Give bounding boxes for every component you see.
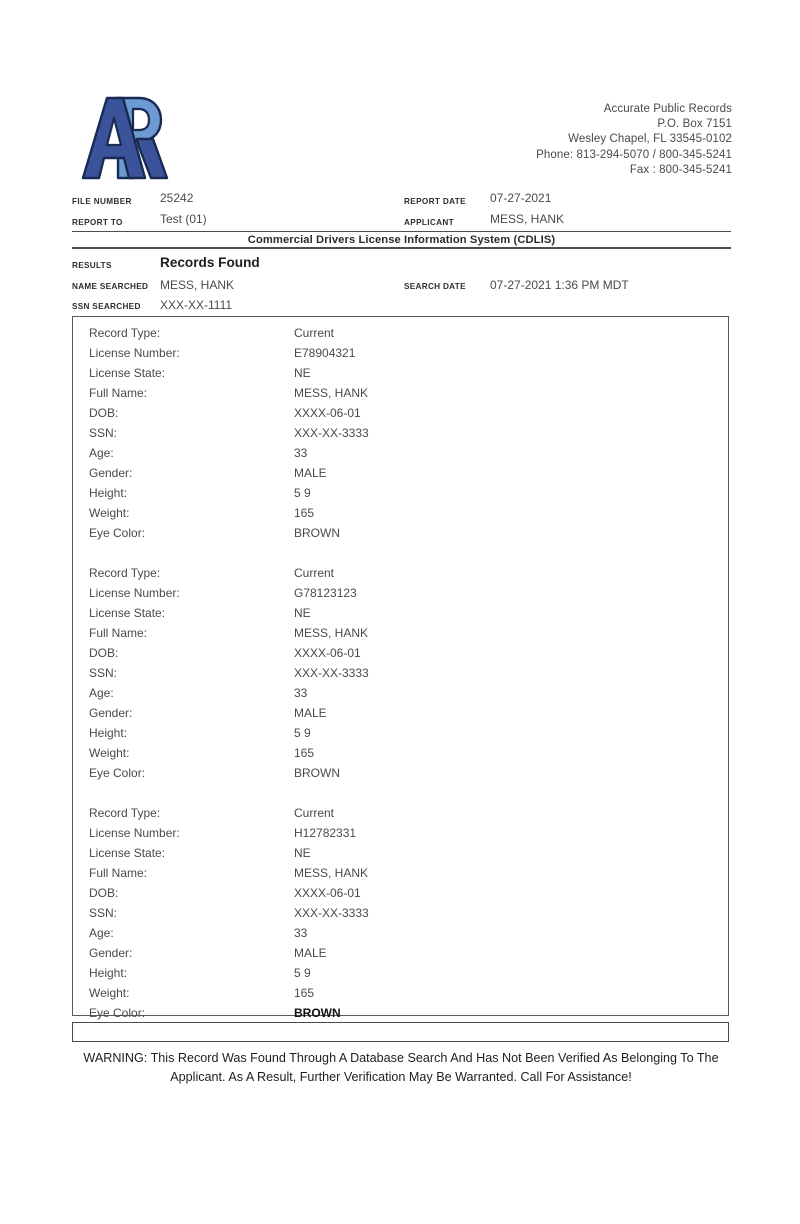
report-date-label: REPORT DATE (404, 197, 466, 206)
record-field-value: E78904321 (294, 346, 356, 360)
record-field-row (89, 443, 720, 463)
record-field-value: 165 (294, 986, 315, 1000)
record-field-row (89, 403, 720, 423)
record-field-label: Height: (89, 726, 128, 740)
record-field-row (89, 843, 720, 863)
record-field-row (89, 863, 720, 883)
warning-line-1: WARNING: This Record Was Found Through A Database Search And Has Not Been Verified As Belonging To The (83, 1051, 719, 1065)
record-field-label: Gender: (89, 466, 133, 480)
record-field-row (89, 563, 720, 583)
search-date-value: 07-27-2021 1:36 PM MDT (490, 278, 629, 292)
record-field-value: NE (294, 366, 311, 380)
record-field-value: XXX-XX-3333 (294, 426, 369, 440)
record-field-row (89, 723, 720, 743)
name-searched-label: NAME SEARCHED (72, 282, 149, 291)
record-field-label: Age: (89, 926, 114, 940)
company-name: Accurate Public Records (603, 103, 732, 115)
ssn-searched-row (72, 297, 732, 317)
header-divider-bottom (72, 247, 731, 249)
record-field-row (89, 703, 720, 723)
report-header (72, 92, 732, 188)
record-field-row (89, 683, 720, 703)
record-field-value: 33 (294, 686, 308, 700)
record-field-value: 33 (294, 926, 308, 940)
record-field-label: License State: (89, 366, 166, 380)
record-field-label: Weight: (89, 746, 130, 760)
record-field-value: BROWN (294, 526, 340, 540)
section-title: Commercial Drivers License Information System (CDLIS) (247, 234, 556, 246)
record-field-label: DOB: (89, 646, 119, 660)
record-field-row (89, 883, 720, 903)
record-field-label: Eye Color: (89, 766, 146, 780)
record-field-value: Current (294, 806, 335, 820)
record-field-row (89, 483, 720, 503)
record-field-row (89, 323, 720, 343)
record-field-row (89, 663, 720, 683)
report-date-value: 07-27-2021 (490, 191, 552, 205)
record-field-value: G78123123 (294, 586, 357, 600)
applicant-value: MESS, HANK (490, 212, 565, 226)
ssn-searched-label: SSN SEARCHED (72, 302, 141, 311)
record-field-label: Height: (89, 486, 128, 500)
record-field-value: H12782331 (294, 826, 357, 840)
record-field-row (89, 583, 720, 603)
record-field-label: SSN: (89, 426, 118, 440)
record-field-label: SSN: (89, 906, 118, 920)
record-field-row (89, 763, 720, 783)
warning-text (70, 1049, 732, 1086)
record-field-label: License State: (89, 846, 166, 860)
record-field-label: Age: (89, 446, 114, 460)
record-field-value: MESS, HANK (294, 626, 369, 640)
record-field-label: Full Name: (89, 626, 148, 640)
record-field-row (89, 803, 720, 823)
record-block (89, 803, 720, 1023)
record-field-value: MALE (294, 706, 327, 720)
record-field-value: 165 (294, 506, 315, 520)
record-field-row (89, 363, 720, 383)
record-field-row (89, 743, 720, 763)
record-field-value: 5 9 (294, 966, 311, 980)
record-field-row (89, 503, 720, 523)
records-list (89, 323, 720, 1023)
record-field-row (89, 463, 720, 483)
results-summary (72, 256, 732, 312)
name-searched-value: MESS, HANK (160, 278, 235, 292)
record-block (89, 323, 720, 543)
record-field-row (89, 963, 720, 983)
record-field-label: Weight: (89, 986, 130, 1000)
record-field-value: Current (294, 326, 335, 340)
name-searched-row (72, 277, 732, 297)
record-field-label: SSN: (89, 666, 118, 680)
record-field-label: Full Name: (89, 386, 148, 400)
record-field-label: Record Type: (89, 806, 161, 820)
company-address-block (536, 102, 732, 178)
report-meta (72, 186, 732, 230)
record-field-value: XXXX-06-01 (294, 406, 361, 420)
record-field-label: Weight: (89, 506, 130, 520)
report-to-value: Test (01) (160, 212, 207, 226)
record-field-label: License Number: (89, 346, 180, 360)
record-field-label: License Number: (89, 586, 180, 600)
record-field-value: Current (294, 566, 335, 580)
record-field-label: DOB: (89, 406, 119, 420)
record-field-value: XXX-XX-3333 (294, 906, 369, 920)
ssn-searched-value: XXX-XX-1111 (160, 298, 233, 312)
record-field-label: License Number: (89, 826, 180, 840)
applicant-label: APPLICANT (404, 218, 455, 227)
record-field-label: Eye Color: (89, 526, 146, 540)
record-field-row (89, 603, 720, 623)
record-field-label: Full Name: (89, 866, 148, 880)
company-phone: Phone: 813-294-5070 / 800-345-5241 (536, 148, 732, 161)
company-logo-icon (77, 92, 169, 184)
record-field-value: MESS, HANK (294, 386, 369, 400)
record-field-value: 33 (294, 446, 308, 460)
record-field-value: BROWN (294, 766, 340, 780)
record-field-label: Record Type: (89, 566, 161, 580)
record-field-value: NE (294, 846, 311, 860)
record-field-value: BROWN (294, 1006, 341, 1020)
record-field-value: MESS, HANK (294, 866, 369, 880)
record-field-row (89, 643, 720, 663)
record-field-value: NE (294, 606, 311, 620)
record-field-label: Age: (89, 686, 114, 700)
record-field-value: XXX-XX-3333 (294, 666, 369, 680)
record-field-row (89, 1003, 720, 1023)
record-field-row (89, 623, 720, 643)
file-number-value: 25242 (160, 191, 194, 205)
record-field-label: Height: (89, 966, 128, 980)
record-field-label: Gender: (89, 706, 133, 720)
warning-line-2: Applicant. As A Result, Further Verification May Be Warranted. Call For Assistance! (170, 1069, 632, 1084)
record-field-label: Record Type: (89, 326, 161, 340)
record-field-row (89, 983, 720, 1003)
record-field-row (89, 903, 720, 923)
file-number-label: FILE NUMBER (72, 197, 132, 206)
record-field-label: Eye Color: (89, 1006, 146, 1020)
record-field-value: MALE (294, 946, 327, 960)
records-panel (72, 316, 729, 1020)
record-field-row (89, 923, 720, 943)
record-field-row (89, 423, 720, 443)
record-block (89, 563, 720, 783)
results-label: RESULTS (72, 261, 112, 270)
record-field-row (89, 343, 720, 363)
company-city-state-zip: Wesley Chapel, FL 33545-0102 (568, 133, 732, 146)
header-divider-top (72, 231, 731, 232)
record-field-label: DOB: (89, 886, 119, 900)
record-field-row (89, 943, 720, 963)
empty-notes-box (72, 1022, 729, 1042)
results-row (72, 256, 732, 276)
record-field-value: XXXX-06-01 (294, 646, 361, 660)
record-field-value: 5 9 (294, 486, 311, 500)
record-field-value: MALE (294, 466, 327, 480)
record-field-row (89, 523, 720, 543)
record-field-value: 5 9 (294, 726, 311, 740)
record-field-value: XXXX-06-01 (294, 886, 361, 900)
company-po-box: P.O. Box 7151 (657, 118, 732, 131)
search-date-label: SEARCH DATE (404, 282, 466, 291)
record-field-value: 165 (294, 746, 315, 760)
record-field-row (89, 823, 720, 843)
company-fax: Fax : 800-345-5241 (629, 163, 732, 176)
record-field-row (89, 383, 720, 403)
results-value: Records Found (160, 255, 260, 270)
report-to-label: REPORT TO (72, 218, 123, 227)
record-field-label: Gender: (89, 946, 133, 960)
record-field-label: License State: (89, 606, 166, 620)
